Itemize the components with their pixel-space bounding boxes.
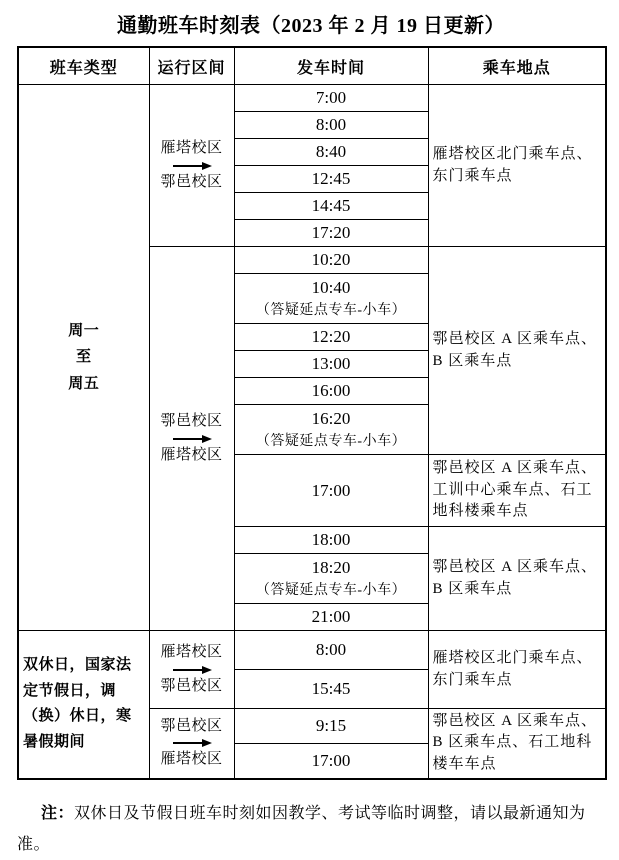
boarding-place-cell: 雁塔校区北门乘车点、东门乘车点	[428, 631, 606, 709]
route-cell	[149, 709, 234, 779]
bus-type-cell-weekday	[18, 85, 149, 631]
header-route: 运行区间	[149, 47, 234, 85]
departure-time-cell	[234, 405, 428, 455]
boarding-place-cell: 鄠邑校区 A 区乘车点、工训中心乘车点、石工地科楼乘车点	[428, 455, 606, 527]
route-to: 雁塔校区	[160, 751, 223, 768]
route-from: 雁塔校区	[160, 139, 223, 156]
boarding-place-cell: 鄠邑校区 A 区乘车点、B 区乘车点	[428, 527, 606, 631]
departure-time-cell	[234, 274, 428, 324]
bus-type-line: 至	[75, 349, 92, 366]
route-from: 雁塔校区	[160, 643, 223, 660]
bus-type-line: 周一	[68, 323, 100, 340]
header-bus-type: 班车类型	[18, 47, 149, 85]
departure-time-cell: 14:45	[234, 193, 428, 220]
departure-time-cell: 10:20	[234, 247, 428, 274]
bus-type-cell-weekend: 双休日，国家法定节假日，调（换）休日，寒暑假期间	[18, 631, 149, 779]
page-title: 通勤班车时刻表（2023 年 2 月 19 日更新）	[117, 15, 505, 37]
route-cell	[149, 247, 234, 631]
departure-time-cell: 8:00	[234, 112, 428, 139]
departure-time-cell	[234, 554, 428, 604]
departure-time: 18:20	[311, 558, 351, 577]
departure-time-cell: 15:45	[234, 670, 428, 709]
route-from: 鄠邑校区	[160, 717, 223, 734]
boarding-place-cell: 鄠邑校区 A 区乘车点、B 区乘车点、石工地科楼车车点	[428, 709, 606, 779]
time-note: （答疑延点专车-小车）	[255, 583, 407, 598]
departure-time-cell: 21:00	[234, 604, 428, 631]
footnote-label: 注：	[41, 804, 75, 822]
departure-time: 16:20	[311, 409, 351, 428]
bus-type-line: 周五	[68, 375, 100, 392]
departure-time-cell: 8:00	[234, 631, 428, 670]
boarding-place-cell: 鄠邑校区 A 区乘车点、B 区乘车点	[428, 247, 606, 455]
table-row	[18, 631, 606, 670]
departure-time-cell: 16:00	[234, 378, 428, 405]
right-arrow-icon	[172, 665, 212, 675]
footnote-text: 双休日及节假日班车时刻如因教学、考试等临时调整，请以最新通知为准。	[17, 804, 586, 853]
route-to: 雁塔校区	[160, 446, 223, 463]
departure-time-cell: 17:00	[234, 455, 428, 527]
departure-time-cell: 18:00	[234, 527, 428, 554]
table-row	[18, 85, 606, 112]
header-row	[18, 47, 606, 85]
header-departure-time: 发车时间	[234, 47, 428, 85]
bus-schedule-table	[17, 46, 607, 780]
departure-time-cell: 9:15	[234, 709, 428, 744]
departure-time-cell: 13:00	[234, 351, 428, 378]
route-to: 鄠邑校区	[160, 677, 223, 694]
right-arrow-icon	[172, 434, 212, 444]
boarding-place-cell: 雁塔校区北门乘车点、东门乘车点	[428, 85, 606, 247]
footnote	[17, 798, 605, 860]
route-to: 鄠邑校区	[160, 173, 223, 190]
departure-time-cell: 12:45	[234, 166, 428, 193]
departure-time-cell: 17:20	[234, 220, 428, 247]
route-from: 鄠邑校区	[160, 412, 223, 429]
route-cell	[149, 631, 234, 709]
time-note: （答疑延点专车-小车）	[255, 434, 407, 449]
header-boarding-place: 乘车地点	[428, 47, 606, 85]
right-arrow-icon	[172, 161, 212, 171]
departure-time-cell: 8:40	[234, 139, 428, 166]
departure-time-cell: 12:20	[234, 324, 428, 351]
right-arrow-icon	[172, 738, 212, 748]
departure-time-cell: 17:00	[234, 744, 428, 779]
route-cell	[149, 85, 234, 247]
time-note: （答疑延点专车-小车）	[255, 303, 407, 318]
departure-time-cell: 7:00	[234, 85, 428, 112]
departure-time: 10:40	[311, 278, 351, 297]
